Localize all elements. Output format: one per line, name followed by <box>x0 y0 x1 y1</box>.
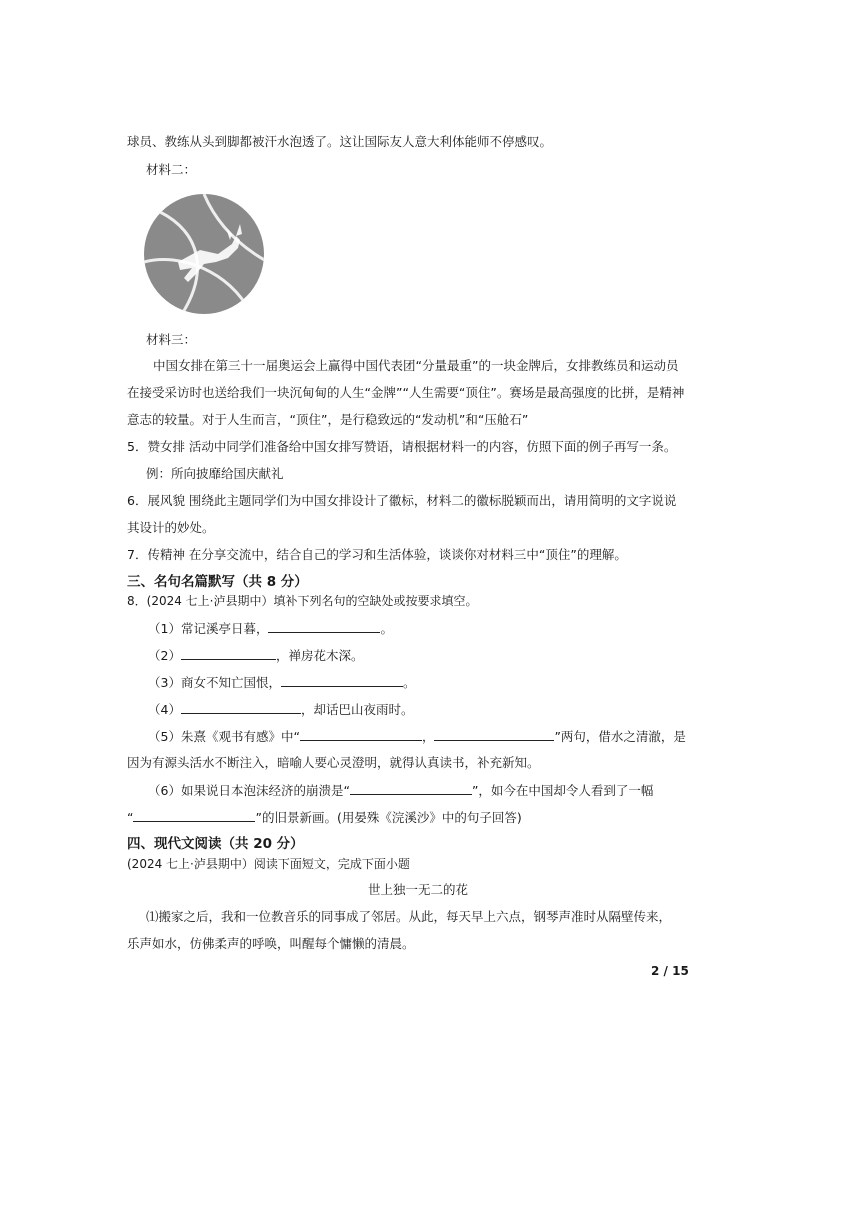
item-5-suffix: ”两句，借水之清澈，是 <box>554 729 686 744</box>
section-3-title: 三、名句名篇默写（共 8 分） <box>127 574 308 590</box>
answer-blank-6a[interactable] <box>350 781 472 795</box>
question-8-item-3 <box>148 673 415 692</box>
item-2-suffix: ，禅房花木深。 <box>275 648 364 663</box>
intro-line: 球员、教练从头到脚都被汗水泡透了。这让国际友人意大利体能师不停感叹。 <box>127 134 553 149</box>
material3-line-3: 意志的较量。对于人生而言，“顶住”，是行稳致远的“发动机”和“压舱石” <box>127 412 529 427</box>
answer-blank-4[interactable] <box>181 700 301 714</box>
item-5-prefix: （5）朱熹《观书有感》中“ <box>148 729 300 744</box>
question-5: 5．赞女排 活动中同学们准备给中国女排写赞语，请根据材料一的内容，仿照下面的例子再写一条。 <box>127 439 677 454</box>
article-title: 世上独一无二的花 <box>368 882 469 897</box>
question-8-title: 8．(2024 七上·泸县期中）填补下列名句的空缺处或按要求填空。 <box>127 594 478 608</box>
answer-blank-5a[interactable] <box>300 727 422 741</box>
article-line-2: 乐声如水，仿佛柔声的呼唤，叫醒每个慵懒的清晨。 <box>127 936 415 951</box>
item-6-l2-prefix: “ <box>127 810 134 825</box>
article-line-1: ⑴搬家之后，我和一位教音乐的同事成了邻居。从此，每天早上六点，钢琴声准时从隔壁传来， <box>146 909 672 924</box>
answer-blank-3[interactable] <box>281 673 403 687</box>
question-6-line-2: 其设计的妙处。 <box>127 520 215 535</box>
answer-blank-1[interactable] <box>268 619 380 633</box>
item-2-prefix: （2） <box>148 648 181 663</box>
item-6-l2-suffix: ”的旧景新画。(用晏殊《浣溪沙》中的句子回答) <box>255 810 522 825</box>
question-8-item-6-line-2 <box>127 808 522 827</box>
item-1-prefix: （1）常记溪亭日暮， <box>148 621 269 636</box>
material3-line-1: 中国女排在第三十一届奥运会上赢得中国代表团“分量最重”的一块金牌后，女排教练员和运动员 <box>153 358 679 373</box>
reading-intro: (2024 七上·泸县期中）阅读下面短文，完成下面小题 <box>127 857 410 871</box>
material2-label: 材料二： <box>146 162 197 177</box>
question-8-item-5-line-2: 因为有源头活水不断注入，暗喻人要心灵澄明，就得认真读书，补充新知。 <box>127 755 540 770</box>
question-8-item-6 <box>148 781 653 800</box>
item-3-prefix: （3）商女不知亡国恨， <box>148 675 281 690</box>
item-4-prefix: （4） <box>148 702 181 717</box>
answer-blank-6b[interactable] <box>133 808 255 822</box>
material3-line-2: 在接受采访时也送给我们一块沉甸甸的人生“金牌”“人生需要“顶住”。赛场是最高强度的比拼，是精神 <box>127 385 685 400</box>
answer-blank-5b[interactable] <box>434 727 554 741</box>
question-5-example: 例：所向披靡给国庆献礼 <box>146 466 284 481</box>
question-8-item-5 <box>148 727 686 746</box>
question-8-item-4 <box>148 700 413 719</box>
item-3-suffix: 。 <box>402 675 416 690</box>
item-1-suffix: 。 <box>380 621 393 636</box>
section-4-title: 四、现代文阅读（共 20 分） <box>127 836 304 852</box>
question-8-item-1 <box>148 619 393 638</box>
volleyball-logo-image <box>140 192 270 320</box>
item-6-suffix: ”，如今在中国却令人看到了一幅 <box>471 783 654 798</box>
answer-blank-2[interactable] <box>181 646 276 660</box>
item-4-suffix: ，却话巴山夜雨时。 <box>300 702 414 717</box>
question-6-line-1: 6．展风貌 围绕此主题同学们为中国女排设计了徽标，材料二的徽标脱颖而出，请用简明的文字说说 <box>127 493 677 508</box>
question-7: 7．传精神 在分享交流中，结合自己的学习和生活体验，谈谈你对材料三中“顶住”的理解。 <box>127 547 627 562</box>
item-6-prefix: （6）如果说日本泡沫经济的崩溃是“ <box>148 783 350 798</box>
item-5-mid: ， <box>421 729 435 744</box>
page-number: 2 / 15 <box>651 964 689 978</box>
question-8-item-2 <box>148 646 363 665</box>
material3-label: 材料三： <box>146 332 197 347</box>
